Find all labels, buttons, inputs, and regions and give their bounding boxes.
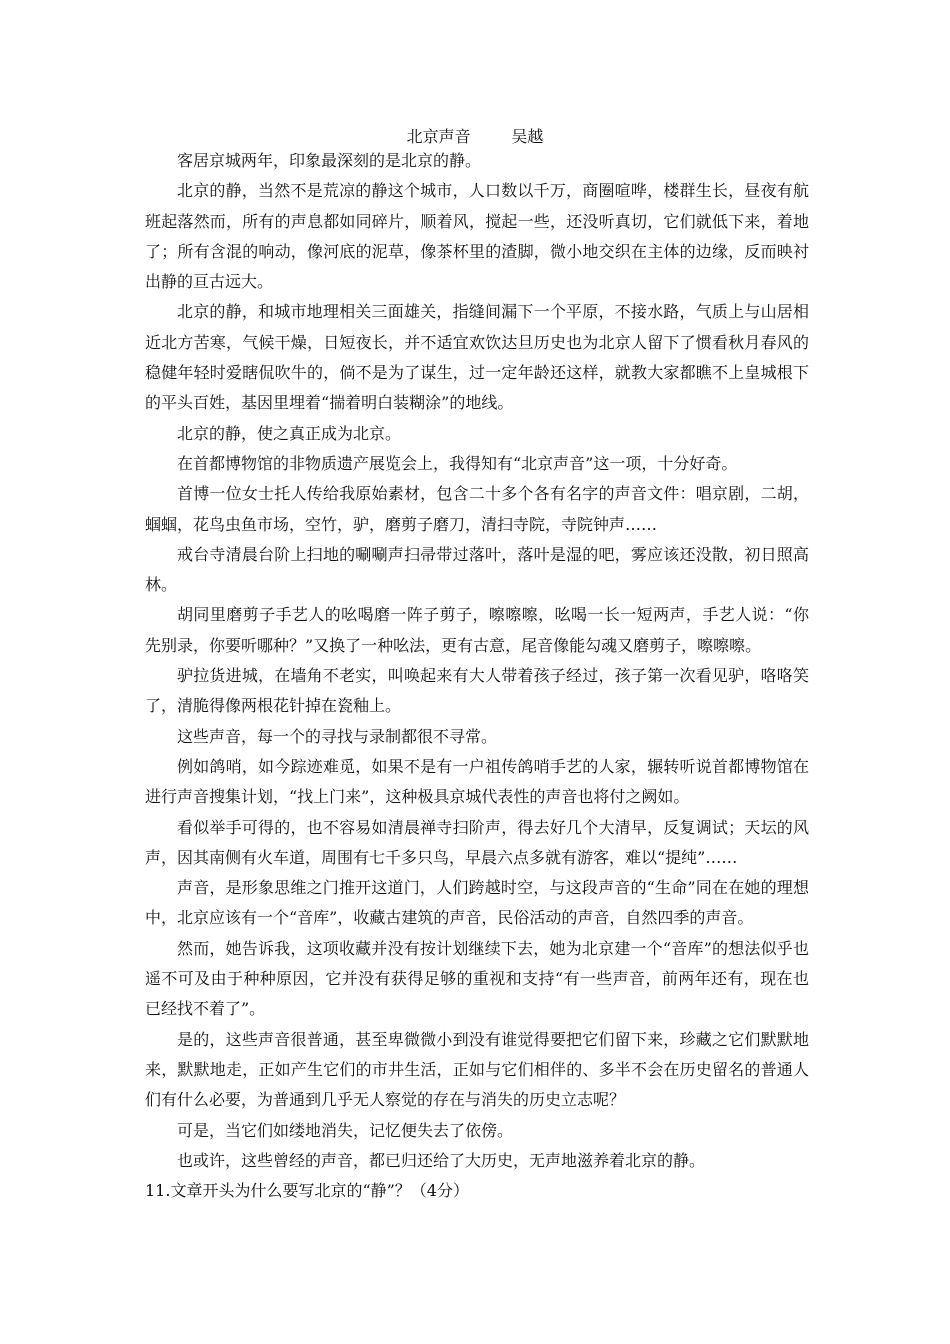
paragraph-12: 看似举手可得的，也不容易如清晨禅寺扫阶声，得去好几个大清早，反复调试；天坛的风声，因其南侧有火车道，周围有七千多只鸟，早晨六点多就有游客，难以“提纯”…… bbox=[145, 817, 809, 867]
paragraph-16: 可是，当它们如缕地消失，记忆便失去了依傍。 bbox=[177, 1120, 514, 1140]
paragraph-4: 北京的静，使之真正成为北京。 bbox=[177, 423, 402, 443]
question-11: 11.文章开头为什么要写北京的“静”？（4分） bbox=[145, 1181, 469, 1201]
paragraph-6: 首博一位女士托人传给我原始素材，包含二十多个各有名字的声音文件：唱京剧，二胡，蝈蝈，花鸟虫鱼市场，空竹，驴，磨剪子磨刀，清扫寺院，寺院钟声…… bbox=[145, 484, 809, 534]
paragraph-17: 也或许，这些曾经的声音，都已归还给了大历史，无声地滋养着北京的静。 bbox=[177, 1150, 706, 1170]
paragraph-8: 胡同里磨剪子手艺人的吆喝磨一阵子剪子，嚓嚓嚓，吆喝一长一短两声，手艺人说：“你先别录，你要听哪种？”又换了一种吆法，更有古意，尾音像能勾魂又磨剪子，嚓嚓嚓。 bbox=[145, 605, 809, 655]
paragraph-7: 戒台寺清晨台阶上扫地的唰唰声扫帚带过落叶，落叶是湿的吧，雾应该还没散，初日照高林。 bbox=[145, 544, 809, 595]
paragraph-1: 客居京城两年，印象最深刻的是北京的静。 bbox=[177, 151, 482, 170]
article-title: 北京声音 吴越 bbox=[406, 127, 544, 146]
paragraph-10: 这些声音，每一个的寻找与录制都很不寻常。 bbox=[177, 726, 498, 746]
paragraph-13: 声音，是形象思维之门推开这道门，人们跨越时空，与这段声音的“生命”同在在她的理想中，北京应该有一个“音库”，收藏古建筑的声音，民俗活动的声音，自然四季的声音。 bbox=[145, 878, 809, 928]
paragraph-2: 北京的静，当然不是荒凉的静这个城市，人口数以千万，商圈喧哗，楼群生长，昼夜有航班起落然而，所有的声息都如同碎片，顺着风，搅起一些，还没听真切，它们就低下来，着地了；所有含混的响动，像河底的泥草，像茶杯里的渣脚，微小地交织在主体的边缘，反而映衬出静的亘古远大。 bbox=[145, 181, 809, 292]
paragraph-3: 北京的静，和城市地理相关三面雄关，指缝间漏下一个平原，不接水路，气质上与山居相近北方苦寒，气候干燥，日短夜长，并不适宜欢饮达旦历史也为北京人留下了惯看秋月春风的稳健年轻时爱瞎侃吹牛的，倘不是为了谋生，过一定年龄还这样，就教大家都瞧不上皇城根下的平头百姓，基因里埋着“揣着明白装糊涂”的地线。 bbox=[145, 302, 809, 413]
article-body bbox=[145, 146, 809, 1206]
paragraph-5: 在首都博物馆的非物质遗产展览会上，我得知有“北京声音”这一项，十分好奇。 bbox=[177, 453, 738, 473]
paragraph-15: 是的，这些声音很普通，甚至卑微微小到没有谁觉得要把它们留下来，珍藏之它们默默地来，默默地走，正如产生它们的市井生活，正如与它们相伴的、多半不会在历史留名的普通人们有什么必要，为普通到几乎无人察觉的存在与消失的历史立志呢？ bbox=[145, 1029, 809, 1110]
paragraph-9: 驴拉货进城，在墙角不老实，叫唤起来有大人带着孩子经过，孩子第一次看见驴，咯咯笑了，清脆得像两根花针掉在瓷釉上。 bbox=[145, 666, 809, 716]
paragraph-14: 然而，她告诉我，这项收藏并没有按计划继续下去，她为北京建一个“音库”的想法似乎也遥不可及由于种种原因，它并没有获得足够的重视和支持“有一些声音，前两年还有，现在也已经找不着了”。 bbox=[145, 938, 809, 1019]
paragraph-11: 例如鸽哨，如今踪迹难觅，如果不是有一户祖传鸽哨手艺的人家，辗转听说首都博物馆在进行声音搜集计划，“找上门来”，这种极具京城代表性的声音也将付之阙如。 bbox=[145, 756, 809, 807]
